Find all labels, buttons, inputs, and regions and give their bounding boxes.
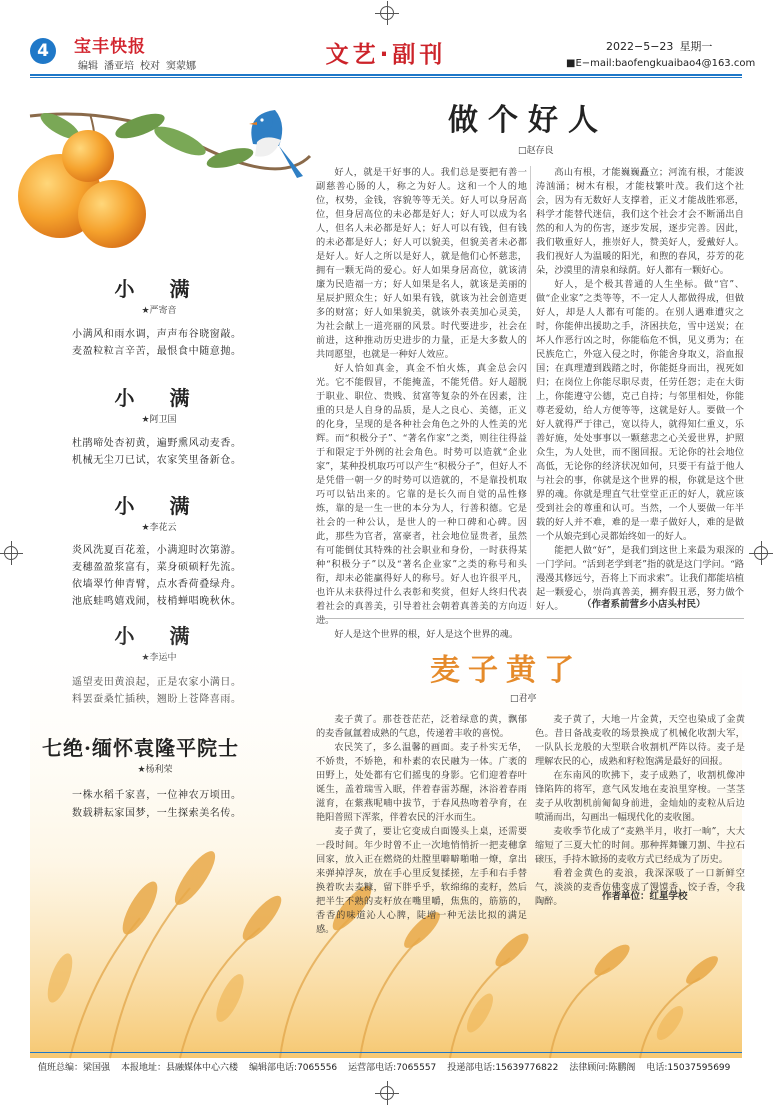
poem-3-line-4: 池底蛙鸣嬉戏闹，枝梢蝉唱晚秋休。 [72,596,242,607]
article-2-paragraph: 麦子黄了。那苍苍茫茫，泛着绿意的黄，飘郁的麦香氤氲着成熟的气息，传递着丰收的喜悦。 [316,714,527,739]
poem-5-line-1: 一株水稻千家喜，一位神农万顷田。 [72,790,242,801]
article-2-title: 麦子黄了 [430,653,582,688]
editor-credits: 编辑 潘亚培 校对 窦蒙娜 [78,61,196,72]
poem-3-title: 小 满 [114,494,204,518]
poem-3-line-1: 炎风洗夏百花羞，小满迎时次第游。 [72,545,242,556]
poem-1-title: 小 满 [114,277,204,301]
article-1-paragraph: 能把人做“好”，是我们到这世上来最为艰深的一门学问。“活到老学到老”指的就是这门学问。“路漫漫其修远兮，吾将上下而求索”。让我们都能培植起一颗爱心，崇尚真善美，搠弃假丑恶，努力做个好人。 [536,545,744,612]
poem-5-line-2: 数载耕耘家国梦，一生探索美名传。 [72,808,242,819]
registration-mark-right [754,546,768,560]
contact-email: ■E−mail:baofengkuaibao4@163.com [566,58,756,69]
footer-info: 值班总编：梁国强 本报地址：县融媒体中心六楼 编辑部电话:7065556 运营部电话:7065557 投递部电话:15639776822 法律顾问:陈鹏阁 电话:15037595699 [38,1063,731,1073]
poem-3-line-3: 依墙翠竹伸青臂，点水香荷叠绿舟。 [72,579,242,590]
article-separator [316,618,744,619]
article-2-paragraph: 看着金黄色的麦浪，我深深吸了一口新鲜空气，淡淡的麦香仿佛变成了馒馍香、饺子香，令我陶醉。 [535,868,745,907]
article-1-title: 做个好人 [448,103,608,138]
article-2-paragraph: 农民笑了，多么温馨的画面。麦子朴实无华，不娇贵，不娇艳，和朴素的农民融为一体。广袤的田野上，处处都有它们摇曳的身影。它们迎着春叶诞生，盖着瑞雪入眠，伴着春雷苏醒，沐浴着春雨滋育，在紫燕呢喃中拔节，于春风热吻着孕育，在艳阳普照下浑浆，伴着农民的汗水而生。 [316,742,527,823]
article-1-author: □赵存良 [518,146,554,156]
registration-mark-top [380,6,394,20]
issue-date: 2022−5−23 星期一 [606,40,713,53]
article-2-paragraph: 麦子黄了，大地一片金黄，天空也染成了金黄色。昔日备战麦收的场景换成了机械化收割大军，一队队长龙般的大型联合收割机严阵以待。麦子是理解农民的心，成熟和籽粒饱满是最好的回报。 [535,714,745,767]
article-2-paragraph: 麦子黄了，要让它变成白面馒头上桌，还需要一段时间。年少时曾不止一次地悄悄折一把麦穗拿回家，放入正在燃烧的灶膛里噼噼啪啪一燎，拿出来弹掉浮灰，放在手心里反复揉搓，左手和右手替换着吹去麦糠，留下胖乎乎，软绵绵的麦籽，然后把半生不熟的麦籽放在嘴里嚼，焦焦的，筋筋的，香香的味道沁人心脾，陡增一种无法比拟的满足感。 [316,826,527,935]
poem-2-line-1: 杜鹃啼处杏初黄，遍野熏风动麦香。 [72,438,242,449]
poem-1-line-1: 小满风和雨水调，声声布谷晓窗敲。 [72,329,242,340]
section-title: 文艺·副刊 [325,42,447,68]
column-divider [530,166,531,608]
article-1-paragraph: 好人是这个世界的根，好人是这个世界的魂。 [334,629,519,640]
article-2-column-1 [316,713,527,935]
header-rule [30,74,742,76]
article-1-signature: （作者系前营乡小店头村民） [582,599,706,610]
poem-2-line-2: 机械无尘刀已试，农家笑里备新仓。 [72,455,242,466]
article-1-paragraph: 好人恰如真金，真金不怕火炼，真金总会闪光。它不能假冒，不能掩盖，不能凭借。好人超脱于职业、职位、贵贱、贫富等复杂的外在因素，注重的只是人自身的品质，是人之良心、美德，正义的化身，呈现的是各种社会角色之外的人性美的光辉。而“积极分子”、“著名作家”之类，则往往得益于和限定于外例的社会角色。时势可以造就“企业家”，某种投机取巧可以产生“积极分子”，但好人不是凭借一朝一夕的时势可以造就的，不是靠投机取巧可以钻出来的。它靠的是长久而自觉的品性修炼，靠的是一生一世的本分为人，行善积德。它是社会的一种公认，是世人的一种口碑和心碑。因此，那些为官者，富豪者，社会地位显贵者，虽然有可能倒仗其特殊的社会职业和身份，一时获得某种“积极分子”以及“著名企业家”之类的称号和头衔，却未必能赢得好人的称号。好人也许很平凡，也许从未获得过什么表彰和奖赏，但好人终归代表着社会的真善美，引导着社会朝着真善美的方向迈进。 [316,363,527,626]
poem-2-author: ★阿卫国 [141,415,177,425]
article-1-paragraph: 好人，是个极其普通的人生坐标。做“官”、做“企业家”之类等等，不一定人人都做得成，但做好人，却是人人都有可能的。在别人遇难遭灾之时，你能伸出援助之手，济困扶危，雪中送炭；在坏人作恶行凶之时，你能临危不惧，见义勇为；在民族危亡，外寇入侵之时，你能舍身取义，浴血报国；在真理遭到践踏之时，你能挺身而出，视死如归；在岗位上你能尽职尽责，任劳任怨；走在大街上，你能遵守公德，克己自持；与邻里相处，你能尊老爱幼，给人方便等等，这就是好人。要做一个好人就得严于律己，宽以待人，就得知仁重义，乐善好施，处处事事以一颗慈悲之心关爱世界，护照众生，为人处世，而不图回报。无论你的社会地位高低，无论你的经济状况如何，只要干有益于他人与社会的事，你就是这个世界的根，你就是这个世界的魂。你就是理直气壮堂堂正正的好人，就应该受到社会的尊重和认可。当然，一个人要做一年半载的好人并不难，难的是一辈子做好人，难的是做一个从娘壳到心灵都始终如一的好人。 [536,279,744,542]
article-2-paragraph: 在东南风的吹拂下，麦子成熟了，收割机像冲锋陷阵的将军，意气风发地在麦浪里穿梭。一茎茎麦子从收割机前匍匐身前进，金灿灿的麦粒从后边喷涌而出，勾画出一幅现代化的麦收图。 [535,770,745,823]
poem-1-author: ★严寄音 [141,306,177,316]
article-2-paragraph: 麦收季节化成了“麦熟半月，收打一晌”，大大缩短了三夏大忙的时间。那种挥舞镰刀割、牛拉石磙压，手持木锨扬的麦收方式已经成为了历史。 [535,826,745,865]
poem-1-line-2: 麦盈粒粒言辛苦，最恨食中随意抛。 [72,346,242,357]
page-number: 4 [30,38,56,64]
poem-3-author: ★李花云 [141,523,177,533]
registration-mark-left [4,546,18,560]
article-1-column-1 [316,166,527,640]
footer-rule [30,1052,742,1053]
header-rule-thin [30,77,742,78]
article-1-paragraph: 好人，就是干好事的人。我们总是要把有善一副慈善心肠的人，称之为好人。这和一个人的地位，权势，金钱，容貌等等无关。好人可以身居高位，但身居高位的未必都是好人；好人可以成为名人，但名人未必都是好人；好人可以有钱，但有钱的未必都是好人；好人可以貌美，但貌美者未必都是好人。好人之所以是好人，就是他们心怀慈悲，拥有一颗无尚的爱心。好人如果身居高位，就该清廉为民造福一方；好人如果是名人，就该是美丽的星辰护照众生；好人如果有钱，就该为社会创造更多的财富；好人如果貌美，就该外表美加心灵美，为社会献上一道亮丽的风景。时代要进步，社会在前进，这种推动历史进步的力量，正是大多数人的共同愿望，也就是一种好人效应。 [316,167,527,360]
fruit-bird-illustration [30,86,310,278]
poem-5-title: 七绝·缅怀袁隆平院士 [42,736,239,760]
masthead: 宝丰快报 [74,37,146,57]
article-1-paragraph: 高山有根，才能巍巍矗立；河流有根，才能波涛汹涌；树木有根，才能枝繁叶茂。我们这个社会，因为有无数好人支撑着，正义才能战胜邪恶，科学才能替代迷信，我们这个社会才会不断涌出自然的和人为的伤害，逐步发展，逐步完善。因此，我们敬重好人，推崇好人，赞美好人，爱戴好人。我们视好人为温暖的阳光，和煦的春风，芬芳的花朵，沙漠里的清泉和绿荫。好人都有一颗好心。 [536,167,744,276]
poem-2-title: 小 满 [114,386,204,410]
poem-5-author: ★杨利荣 [137,765,173,775]
registration-mark-bottom [380,1086,394,1100]
article-2-author: □君亭 [510,694,537,704]
poem-3-line-2: 麦穗盈盈浆富有，菜身硕硕籽先流。 [72,562,242,573]
article-2-signature: 作者单位：红星学校 [602,891,688,902]
